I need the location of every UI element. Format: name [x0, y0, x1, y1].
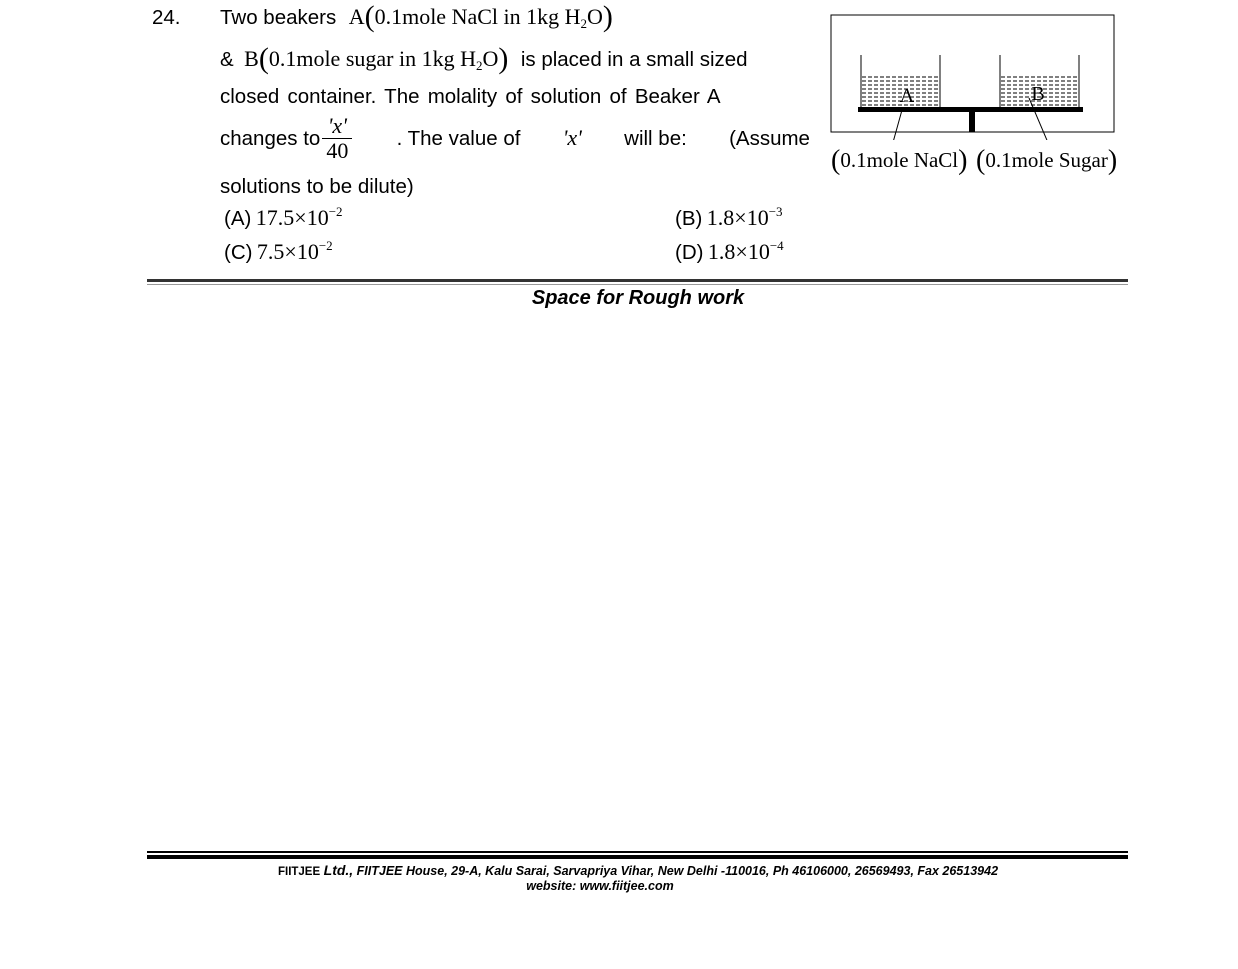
beaker-b-content: 0.1mole sugar in 1kg H [268, 46, 476, 71]
beaker-a-label: A [899, 85, 915, 107]
rough-work-separator [147, 279, 1128, 282]
footer-brand: FIITJEE [277, 866, 321, 878]
rough-work-heading: Space for Rough work [531, 287, 745, 309]
option-b: (B) $1.8\times 10^{-3}$ [675, 204, 783, 230]
beakers-diagram [826, 10, 1126, 140]
beaker-b-symbol: B [244, 46, 259, 71]
platform-stand [969, 107, 975, 132]
question-number: 24. [152, 6, 181, 29]
footer-address: FIITJEE Ltd., FIITJEE House, 29-A, Kalu Sarai, Sarvapriya Vihar, New Delhi -110016, Ph 46106000, 26569493, Fax 26513942 [277, 862, 999, 878]
caption-b: (0.1mole Sugar) [976, 145, 1118, 176]
question-line-1: Two beakers A(0.1mole NaCl in 1kg $H_2O$) [220, 0, 613, 33]
fraction: $\frac{'x'}{40}$ [322, 114, 352, 163]
x-variable: 'x' [562, 124, 582, 150]
beaker-a-symbol: A [348, 4, 365, 29]
option-a: (A) $17.5\times 10^{-2}$ [224, 204, 343, 230]
option-d: (D) $1.8\times 10^{-4}$ [675, 238, 784, 264]
question-line-2: & B(0.1mole sugar in 1kg $H_2O$) is placed in a small sized [220, 42, 748, 75]
beaker-b-label: B [1031, 83, 1045, 105]
arrow-a [888, 110, 902, 140]
question-line-3: closed container. The molality of solution of Beaker A [220, 85, 721, 108]
question-line-4: changes to $\frac{'x'}{40}$ . The value of 'x' will be: (Assume [220, 113, 810, 164]
option-c: (C) $7.5\times 10^{-2}$ [224, 238, 333, 264]
question-line-5: solutions to be dilute) [220, 175, 414, 198]
footer-rule [147, 855, 1128, 859]
caption-a: (0.1mole NaCl) [831, 145, 968, 176]
footer-website: website: www.fiitjee.com [526, 879, 674, 893]
beaker-a-content: 0.1mole NaCl in 1kg H [374, 4, 581, 29]
footer-rule-top [147, 851, 1128, 853]
